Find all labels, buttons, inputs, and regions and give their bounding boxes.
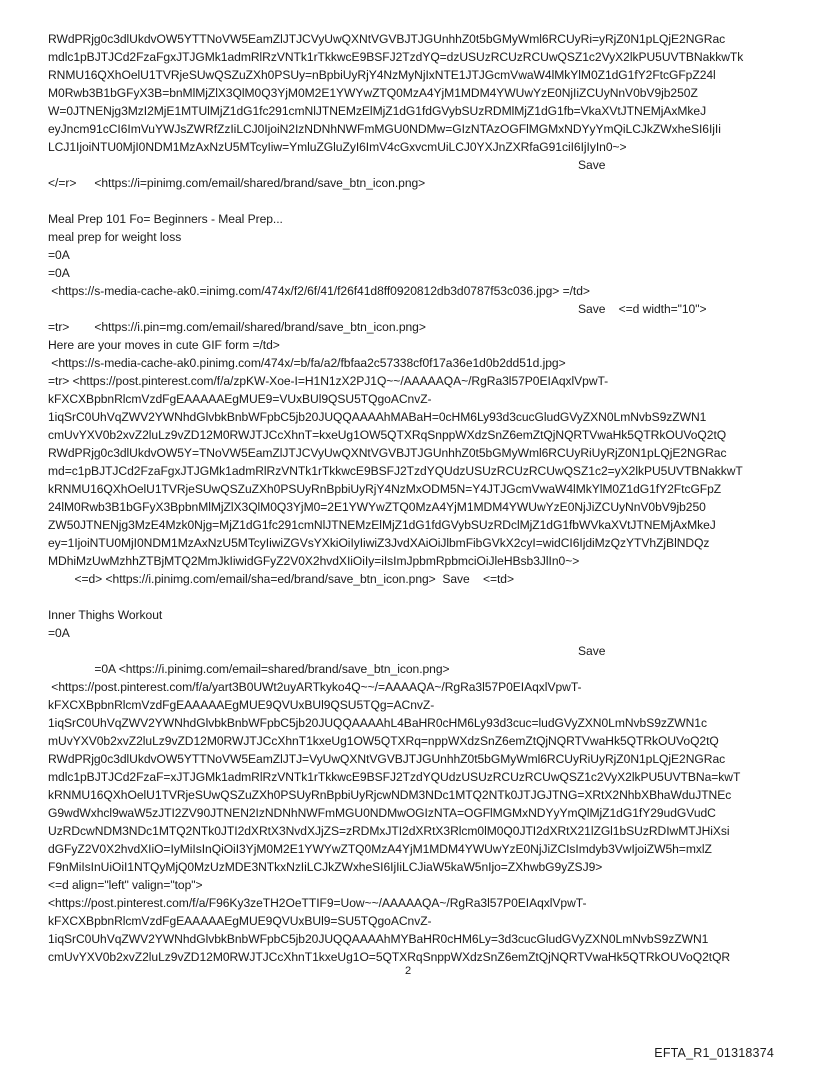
page-number: 2 <box>404 965 412 977</box>
encoded-line: =0A <box>48 266 70 280</box>
table-cell-tag: <=d align="left" valign="top"> <box>48 878 203 892</box>
encoded-line: eyJncm91cCI6ImVuYWJsZWRfZzIiLCJ0IjoiN2IzNDNhNWFmMGU0NDMw=GIzNTAzOGFlMGMxNDYyYmQiLCJkZWxheSI6IjIi <box>48 122 721 136</box>
encoded-line: mdlc1pBJTJCd2FzaFgxJTJGMk1admRlRzVNTk1rTkkwcE9BSFJ2TzdYQ=dzUSUzRCUzRCUwQSZ1c2VyX2lkPU5UVTBNakkwTk <box>48 50 744 64</box>
encoded-line: kRNMU16QXhOelU1TVRjeSUwQSZuZXh0PSUyRnBpbiUyRjcwNDM3NDc1MTQ2NTk0JTJGJTNG=XRtX2NhbXBhaWduJTNEc <box>48 788 732 802</box>
encoded-line: 1iqSrC0UhVqZWV2YWNhdGlvbkBnbWFpbC5jb20JUQQAAAAhMABaH=0cHM6Ly93d3cucGludGVyZXN0LmNvbS9zZWN1 <box>48 410 707 424</box>
encoded-line: mUvYXV0b2xvZ2luLz9vZD12M0RWJTJCcXhnT1kxeUg1OW5QTXRq=nppWXdzSnZ6emZtQjNQRTVwaHk5QTRkOUVoQ2tQ <box>48 734 719 748</box>
encoded-line: ZW50JTNENjg3MzE4Mzk0Njg=MjZ1dG1fc291cmNlJTNEMzElMjZ1dG1fdGVybSUzRDclMjZ1dG1fbWVkaXVtJTNEMjAxMkeJ <box>48 518 716 532</box>
encoded-line: cmUvYXV0b2xvZ2luLz9vZD12M0RWJTJCcXhnT1kxeUg1O=5QTXRqSnppWXdzSnZ6emZtQjNQRTVwaHk5QTRkOUVoQ2tQR <box>48 950 731 964</box>
encoded-line: RWdPRjg0c3dlUkdvOW5YTTNoVW5EamZlJTJCVyUwQXNtVGVBJTJGUnhhZ0t5bGMyWml6RCUyRi=yRjZ0N1pLQjE2NGRac <box>48 32 726 46</box>
encoded-line: MDhiMzUwMzhhZTBjMTQ2MmJkIiwidGFyZ2V0X2hvdXIiOiIy=iIsImJpbmRpbmciOiJleHBsb3JlIn0~> <box>48 554 580 568</box>
pin-subtitle: meal prep for weight loss <box>48 230 182 244</box>
pin-image-link[interactable]: <https://s-media-cache-ak0.=inimg.com/474x/f2/6f/41/f26f41d8ff0920812db3d0787f53c036.jpg> =/td> <box>48 284 590 298</box>
pin-title: Meal Prep 101 Fo= Beginners - Meal Prep... <box>48 212 283 226</box>
closing-tag: </=r> <box>48 176 77 190</box>
save-link-row <box>48 642 783 676</box>
encoded-line[interactable]: <https://post.pinterest.com/f/a/F96Ky3zeTH2OeTTIF9=Uow~~/AAAAAQA~/RgRa3l57P0EIAqxlVpwT- <box>48 896 587 910</box>
encoded-line: 24lM0Rwb3B1bGFyX3BpbnMlMjZlX3QlM0Q3YjM0=2E1YWYwZTQ0MzA4YjM1MDM4YWUwYzE0NjJiZCUyNnV0bV9jb250 <box>48 500 706 514</box>
save-icon-link[interactable]: <https://i.pinimg.com/email/sha=ed/brand/save_btn_icon.png> <box>102 572 436 586</box>
encoded-line: 1iqSrC0UhVqZWV2YWNhdGlvbkBnbWFpbC5jb20JUQQAAAAhMYBaHR0cHM6Ly=3d3cucGludGVyZXN0LmNvbS9zZWN1 <box>48 932 709 946</box>
encoded-line: RWdPRjg0c3dlUkdvOW5Y=TNoVW5EamZlJTJCVyUwQXNtVGVBJTJGUnhhZ0t5bGMyWml6RCUyRiUyRjZ0N1pLQjE2NGRac <box>48 446 727 460</box>
closing-tag: =tr> <box>48 320 70 334</box>
save-icon-link[interactable]: =0A <https://i.pinimg.com/email=shared/brand/save_btn_icon.png> <box>67 662 450 676</box>
encoded-line: F9nMiIsInUiOiI1NTQyMjQ0MzUzMDE3NTkxNzIiLCJkZWxheSI6IjIiLCJiaW5kaW5nIjo=ZXhwbG9yZSJ9> <box>48 860 603 874</box>
pin-block-meal-prep <box>48 210 783 336</box>
encoded-line: mdlc1pBJTJCd2FzaF=xJTJGMk1admRlRzVNTk1rTkkwcE9BSFJ2TzdYQUdzUSUzRCUzRCUwQSZ1c2VyX2lkPU5UVTBNa=kwT <box>48 770 741 784</box>
encoded-line[interactable]: =tr> <https://post.pinterest.com/f/a/zpKW-Xoe-I=H1N1zX2PJ1Q~~/AAAAAQA~/RgRa3l57P0EIAqxlVpwT- <box>48 374 609 388</box>
encoded-line: LCJ1IjoiNTU0MjI0NDM1MzAxNzU5MTcyIiw=YmluZGluZyI6ImV4cGxvcmUiLCJ0YXJnZXRfaG91ciI6IjIyIn0~> <box>48 140 627 154</box>
encoded-line: kRNMU16QXhOelU1TVRjeSUwQSZuZXh0PSUyRnBpbiUyRjY4NzMxODM5N=Y4JTJGcmVwaW4lMkYlM0Z1dG1fY2FtcGFpZ <box>48 482 722 496</box>
save-text: Save <=d width="10"> <box>578 302 707 316</box>
save-text[interactable]: Save <box>578 158 606 172</box>
pin-title: Here are your moves in cute GIF form =/td> <box>48 338 280 352</box>
encoded-line: 1iqSrC0UhVqZWV2YWNhdGlvbkBnbWFpbC5jb20JUQQAAAAhL4BaHR0cHM6Ly93d3cuc=ludGVyZXN0LmNvbS9zZWN1c <box>48 716 707 730</box>
pin-block-inner-thighs <box>48 606 783 676</box>
encoded-line: =0A <box>48 248 70 262</box>
encoded-line: M0Rwb3B1bGFyX3B=bnMlMjZlX3QlM0Q3YjM0M2E1YWYwZTQ0MzA4YjM1MDM4YWUwYzE0NjIiZCUyNnV0bV9jb250Z <box>48 86 698 100</box>
encoded-link-block-5 <box>48 678 783 966</box>
save-icon-link[interactable]: <https://i=pinimg.com/email/shared/brand/save_btn_icon.png> <box>67 176 426 190</box>
save-link-row: <=d> <https://i.pinimg.com/email/sha=ed/brand/save_btn_icon.png> Save <=td> <box>48 572 514 586</box>
pin-image-link[interactable]: <https://s-media-cache-ak0.pinimg.com/474x/=b/fa/a2/fbfaa2c57338cf0f17a36e1d0b2dd51d.jpg> <box>48 356 566 370</box>
encoded-line: cmUvYXV0b2xvZ2luLz9vZD12M0RWJTJCcXhnT=kxeUg1OW5QTXRqSnppWXdzSnZ6emZtQjNQRTVwaHk5QTRkOUVoQ2tQ <box>48 428 727 442</box>
email-source-document <box>48 0 783 966</box>
save-text[interactable]: Save <box>578 644 606 658</box>
encoded-line: RWdPRjg0c3dlUkdvOW5YTTNoVW5EamZlJTJ=VyUwQXNtVGVBJTJGUnhhZ0t5bGMyWml6RCUyRiUyRjZ0N1pLQjE2NGRac <box>48 752 726 766</box>
encoded-line: kFXCXBpbnRlcmVzdFgEAAAAAEgMUE9QVUxBUl9QSU5TQg=ACnvZ- <box>48 698 435 712</box>
save-text[interactable]: Save <box>442 572 470 586</box>
pin-block-gif-moves <box>48 336 783 588</box>
pin-title: Inner Thighs Workout <box>48 608 163 622</box>
encoded-line: =0A <box>48 626 70 640</box>
encoded-line: G9wdWxhcl9waW5zJTI2ZV90JTNEN2IzNDNhNWFmMGU0NDMwOGIzNTA=OGFlMGMxNDYyYmQlMjZ1dG1fY29udGVudC <box>48 806 716 820</box>
encoded-line: kFXCXBpbnRlcmVzdFgEAAAAAEgMUE9=VUxBUl9QSU5TQgoACnvZ- <box>48 392 432 406</box>
encoded-line: kFXCXBpbnRlcmVzdFgEAAAAAEgMUE9QVUxBUl9=SU5TQgoACnvZ- <box>48 914 432 928</box>
save-link-row <box>48 156 783 190</box>
encoded-line[interactable]: <https://post.pinterest.com/f/a/yart3B0UWt2uyARTkyko4Q~~/=AAAAQA~/RgRa3l57P0EIAqxlVpwT- <box>48 680 582 694</box>
encoded-line: RNMU16QXhOelU1TVRjeSUwQSZuZXh0PSUy=nBpbiUyRjY4NzMyNjIxNTE1JTJGcmVwaW4lMkYlM0Z1dG1fY2FtcGFpZ24l <box>48 68 716 82</box>
save-icon-link[interactable]: <https://i.pin=mg.com/email/shared/brand/save_btn_icon.png> <box>67 320 426 334</box>
encoded-line: dGFyZ2V0X2hvdXIiO=IyMiIsInQiOiI3YjM0M2E1YWYwZTQ0MzA4YjM1MDM4YWUwYzE0NjJiZCIsImdyb3VwIjoiZW5h=mxlZ <box>48 842 712 856</box>
encoded-line: md=c1pBJTJCd2FzaFgxJTJGMk1admRlRzVNTk1rTkkwcE9BSFJ2TzdYQUdzUSUzRCUzRCUwQSZ1c2=yX2lkPU5UVTBNakkwT <box>48 464 743 478</box>
encoded-line: UzRDcwNDM3NDc1MTQ2NTk0JTI2dXRtX3NvdXJjZS=zRDMxJTI2dXRtX3Rlcm0lM0Q0JTI2dXRtX21lZGl1bSUzRDIwMTJHiXsi <box>48 824 730 838</box>
encoded-line: W=0JTNENjg3MzI2MjE1MTUlMjZ1dG1fc291cmNlJTNEMzElMjZ1dG1fdGVybSUzRDMlMjZ1dG1fb=VkaXVtJTNEMjAxMkeJ <box>48 104 707 118</box>
document-id: EFTA_R1_01318374 <box>654 1046 774 1060</box>
encoded-line: ey=1IjoiNTU0MjI0NDM1MzAxNzU5MTcyIiwiZGVsYXkiOiIyIiwiZ3JvdXAiOiJlbmFibGVkX2cyI=widCI6IjdiMzQzYTVhZjBlNDQz <box>48 536 710 550</box>
encoded-link-block-1 <box>48 30 783 192</box>
